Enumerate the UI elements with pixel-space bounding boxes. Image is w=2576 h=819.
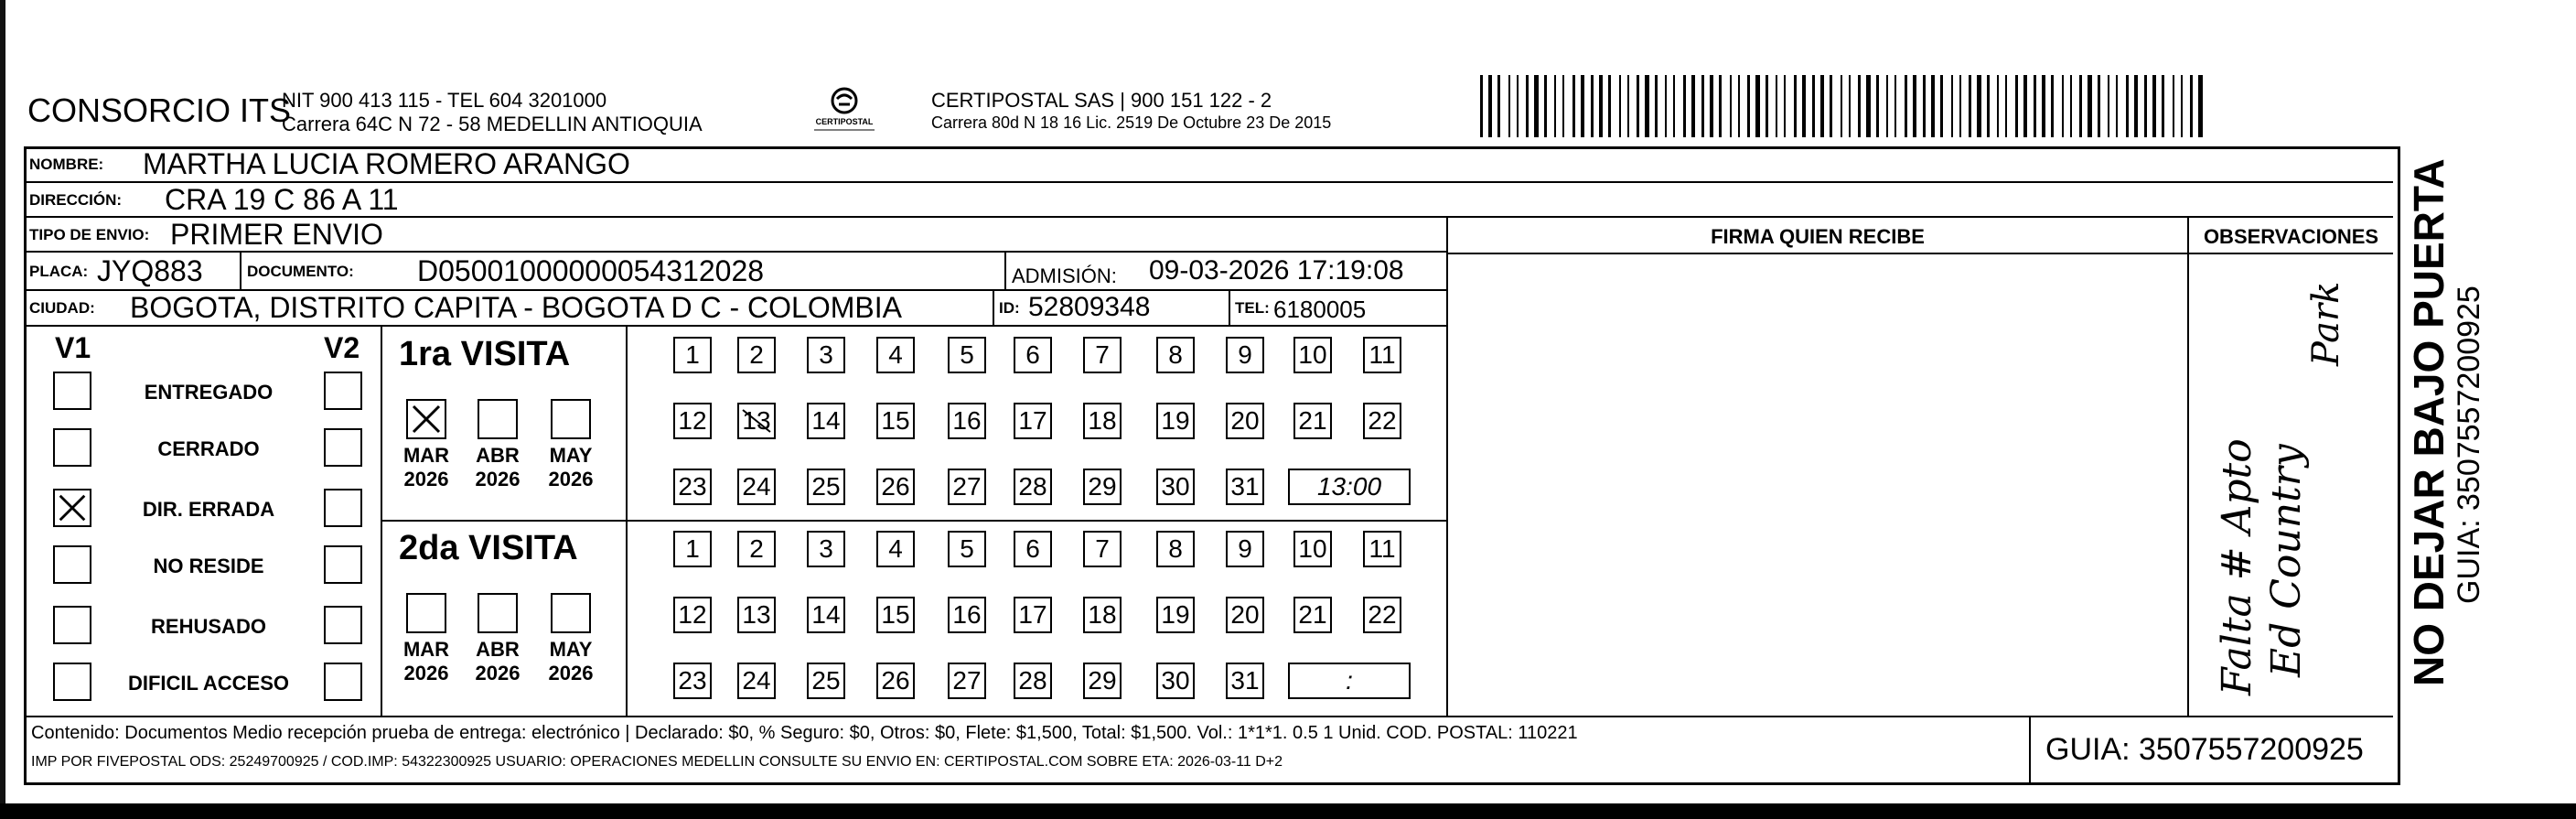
visit2-time-box: : bbox=[1288, 663, 1411, 699]
id-label: ID: bbox=[999, 299, 1020, 317]
visit2-month-checkbox bbox=[478, 593, 518, 633]
company-nit: NIT 900 413 115 - TEL 604 3201000 bbox=[282, 89, 607, 112]
visit1-day-box: 15 bbox=[876, 403, 915, 439]
visit2-day-box: 29 bbox=[1083, 663, 1122, 699]
visit1-day-box: 21 bbox=[1293, 403, 1332, 439]
visit2-day-box: 19 bbox=[1156, 597, 1195, 633]
plate-label: PLACA: bbox=[29, 263, 89, 280]
row-divider bbox=[24, 251, 1446, 253]
scan-bottom-band bbox=[0, 803, 2576, 819]
tel-label: TEL: bbox=[1235, 299, 1270, 317]
visit2-day-box: 9 bbox=[1226, 531, 1264, 567]
visit1-day-box: 4 bbox=[876, 337, 915, 373]
visit2-day-box: 22 bbox=[1363, 597, 1401, 633]
footer-print-info: IMP POR FIVEPOSTAL ODS: 25249700925 / COD.IMP: 54322300925 USUARIO: OPERACIONES MEDELLIN CONSULTE SU ENVIO EN: CERTIPOSTAL.COM SOBRE ETA: 2026-03-11 D+2 bbox=[31, 754, 1283, 770]
visit2-day-box: 23 bbox=[673, 663, 712, 699]
cell-divider bbox=[1004, 253, 1006, 289]
status-label: CERRADO bbox=[157, 437, 260, 460]
cell-divider bbox=[240, 253, 242, 289]
visit1-day-box: 3 bbox=[807, 337, 845, 373]
handwritten-note-1: Falta # Apto bbox=[2214, 438, 2260, 695]
document-value: D05001000000054312028 bbox=[417, 254, 765, 287]
visit2-day-box: 27 bbox=[948, 663, 986, 699]
visit2-day-box: 26 bbox=[876, 663, 915, 699]
company-address: Carrera 64C N 72 - 58 MEDELLIN ANTIOQUIA bbox=[282, 113, 703, 135]
v1-checkbox bbox=[53, 428, 91, 467]
tel-value: 6180005 bbox=[1273, 296, 1367, 323]
visit2-day-box: 7 bbox=[1083, 531, 1122, 567]
visit2-month-label: ABR bbox=[476, 638, 520, 661]
visit2-day-box: 1 bbox=[673, 531, 712, 567]
side-warning: NO DEJAR BAJO PUERTA bbox=[2405, 158, 2453, 686]
handwritten-note-3: Park bbox=[2305, 281, 2347, 366]
scan-edge bbox=[0, 0, 5, 819]
certipostal-name: CERTIPOSTAL SAS | 900 151 122 - 2 bbox=[931, 89, 1272, 112]
visit2-day-box: 15 bbox=[876, 597, 915, 633]
side-guia: GUIA: 3507557200925 bbox=[2452, 286, 2486, 604]
visit2-day-box: 12 bbox=[673, 597, 712, 633]
visit1-day-box: 11 bbox=[1363, 337, 1401, 373]
v1-checkbox bbox=[53, 663, 91, 701]
visit1-day-box: 22 bbox=[1363, 403, 1401, 439]
signature-header: FIRMA QUIEN RECIBE bbox=[1711, 225, 1925, 248]
certipostal-address: Carrera 80d N 18 16 Lic. 2519 De Octubre 23 De 2015 bbox=[931, 113, 1332, 132]
visit1-day-box: 18 bbox=[1083, 403, 1122, 439]
visit1-time-box: 13:00 bbox=[1288, 469, 1411, 505]
status-label: NO RESIDE bbox=[153, 555, 264, 577]
visit2-day-box: 8 bbox=[1156, 531, 1195, 567]
v1-checkbox bbox=[53, 489, 91, 527]
visit1-month-year: 2026 bbox=[548, 468, 594, 490]
visit2-month-year: 2026 bbox=[548, 662, 594, 684]
observations-header: OBSERVACIONES bbox=[2203, 225, 2379, 248]
visit2-day-box: 24 bbox=[737, 663, 776, 699]
v1-checkbox bbox=[53, 545, 91, 584]
certipostal-logo bbox=[812, 82, 876, 137]
type-label: TIPO DE ENVIO: bbox=[29, 226, 150, 243]
visit1-day-box: 20 bbox=[1226, 403, 1264, 439]
visit1-day-box: 6 bbox=[1014, 337, 1052, 373]
admission-label: ADMISIÓN: bbox=[1012, 264, 1117, 287]
visit1-day-box: 31 bbox=[1226, 469, 1264, 505]
col-divider bbox=[2187, 216, 2189, 716]
visit1-day-box: 9 bbox=[1226, 337, 1264, 373]
recipient-address: CRA 19 C 86 A 11 bbox=[165, 183, 399, 216]
visit2-day-box: 18 bbox=[1083, 597, 1122, 633]
v1-checkbox bbox=[53, 606, 91, 644]
v2-checkbox bbox=[324, 489, 362, 527]
barcode bbox=[1480, 75, 2212, 137]
status-label: DIR. ERRADA bbox=[142, 498, 275, 521]
visit1-day-box: 24 bbox=[737, 469, 776, 505]
id-value: 52809348 bbox=[1028, 292, 1151, 322]
visit1-day-box: 2 bbox=[737, 337, 776, 373]
visit2-month-year: 2026 bbox=[475, 662, 521, 684]
status-label: REHUSADO bbox=[151, 615, 266, 638]
visit1-day-box: 30 bbox=[1156, 469, 1195, 505]
visit2-day-box: 30 bbox=[1156, 663, 1195, 699]
visit1-day-box: 16 bbox=[948, 403, 986, 439]
visit2-day-box: 31 bbox=[1226, 663, 1264, 699]
name-label: NOMBRE: bbox=[29, 156, 104, 173]
recipient-name: MARTHA LUCIA ROMERO ARANGO bbox=[143, 147, 630, 180]
visit2-title: 2da VISITA bbox=[399, 529, 578, 567]
guia-number: GUIA: 3507557200925 bbox=[2045, 732, 2364, 767]
v2-checkbox bbox=[324, 663, 362, 701]
visit1-day-box: 14 bbox=[807, 403, 845, 439]
visit2-month-checkbox bbox=[551, 593, 591, 633]
visit1-day-box: 26 bbox=[876, 469, 915, 505]
visit2-day-box: 2 bbox=[737, 531, 776, 567]
visit1-month-label: MAY bbox=[549, 444, 593, 467]
visit1-month-year: 2026 bbox=[475, 468, 521, 490]
visit2-day-box: 17 bbox=[1014, 597, 1052, 633]
status-label: DIFICIL ACCESO bbox=[127, 672, 289, 695]
shipping-type: PRIMER ENVIO bbox=[170, 218, 383, 251]
footer-content: Contenido: Documentos Medio recepción prueba de entrega: electrónico | Declarado: $0, % Seguro: $0, Otros: $0, Flete: $1,500, Total: $1,500. Vol.: 1*1*1. 0.5 1 Unid. COD. POSTAL: 110221 bbox=[31, 723, 1578, 743]
visit1-month-label: MAR bbox=[402, 444, 450, 467]
visit1-month-checkbox bbox=[406, 399, 446, 439]
visit1-month-label: ABR bbox=[476, 444, 520, 467]
row-divider bbox=[1446, 253, 2393, 254]
status-label: ENTREGADO bbox=[144, 381, 274, 404]
v2-header: V2 bbox=[324, 331, 360, 364]
logo-text: CERTIPOSTAL bbox=[815, 117, 874, 126]
visit1-day-box: 17 bbox=[1014, 403, 1052, 439]
visit2-day-box: 3 bbox=[807, 531, 845, 567]
visit2-day-box: 11 bbox=[1363, 531, 1401, 567]
v2-checkbox bbox=[324, 545, 362, 584]
visit1-day-box: 19 bbox=[1156, 403, 1195, 439]
handwritten-note-2: Ed Country bbox=[2263, 444, 2310, 677]
city-value: BOGOTA, DISTRITO CAPITA - BOGOTA D C - COLOMBIA bbox=[130, 291, 902, 324]
visit1-day-box: 29 bbox=[1083, 469, 1122, 505]
guia-divider bbox=[2029, 716, 2031, 785]
visit1-day-box: 8 bbox=[1156, 337, 1195, 373]
visit1-day-box: 5 bbox=[948, 337, 986, 373]
cell-divider bbox=[993, 289, 994, 326]
visit2-day-box: 6 bbox=[1014, 531, 1052, 567]
plate-value: JYQ883 bbox=[97, 254, 203, 287]
v2-checkbox bbox=[324, 372, 362, 410]
visit1-day-box: 12 bbox=[673, 403, 712, 439]
visit2-month-label: MAY bbox=[549, 638, 593, 661]
visit2-day-box: 10 bbox=[1293, 531, 1332, 567]
visit1-month-checkbox bbox=[478, 399, 518, 439]
visit2-day-box: 20 bbox=[1226, 597, 1264, 633]
visit1-title: 1ra VISITA bbox=[399, 335, 571, 373]
document-label: DOCUMENTO: bbox=[247, 263, 354, 280]
row-divider bbox=[24, 325, 1446, 327]
visit2-month-label: MAR bbox=[402, 638, 450, 661]
visit1-day-box: 1 bbox=[673, 337, 712, 373]
v1-checkbox bbox=[53, 372, 91, 410]
visit1-day-box: 10 bbox=[1293, 337, 1332, 373]
visit2-day-box: 14 bbox=[807, 597, 845, 633]
visit2-month-checkbox bbox=[406, 593, 446, 633]
address-label: DIRECCIÓN: bbox=[29, 191, 123, 209]
visit-divider bbox=[381, 520, 1446, 522]
visit2-day-box: 21 bbox=[1293, 597, 1332, 633]
admission-value: 09-03-2026 17:19:08 bbox=[1149, 255, 1404, 286]
visit1-day-box: 28 bbox=[1014, 469, 1052, 505]
visit1-day-box: 27 bbox=[948, 469, 986, 505]
visit2-month-year: 2026 bbox=[403, 662, 449, 684]
visit1-day-box: 25 bbox=[807, 469, 845, 505]
footer-divider bbox=[24, 716, 2393, 717]
visit1-day-box: 13 bbox=[737, 403, 776, 439]
col-divider bbox=[1446, 216, 1448, 716]
visit2-day-box: 13 bbox=[737, 597, 776, 633]
city-label: CIUDAD: bbox=[29, 299, 95, 317]
visit1-month-year: 2026 bbox=[403, 468, 449, 490]
cell-divider bbox=[1229, 289, 1230, 326]
visit1-day-box: 7 bbox=[1083, 337, 1122, 373]
v2-checkbox bbox=[324, 428, 362, 467]
visit2-day-box: 28 bbox=[1014, 663, 1052, 699]
v2-checkbox bbox=[324, 606, 362, 644]
visit2-day-box: 16 bbox=[948, 597, 986, 633]
visit2-day-box: 4 bbox=[876, 531, 915, 567]
visit1-day-box: 23 bbox=[673, 469, 712, 505]
visit1-month-checkbox bbox=[551, 399, 591, 439]
visit2-day-box: 5 bbox=[948, 531, 986, 567]
company-name: CONSORCIO ITS bbox=[27, 92, 292, 129]
v1-header: V1 bbox=[55, 331, 91, 364]
visit2-day-box: 25 bbox=[807, 663, 845, 699]
